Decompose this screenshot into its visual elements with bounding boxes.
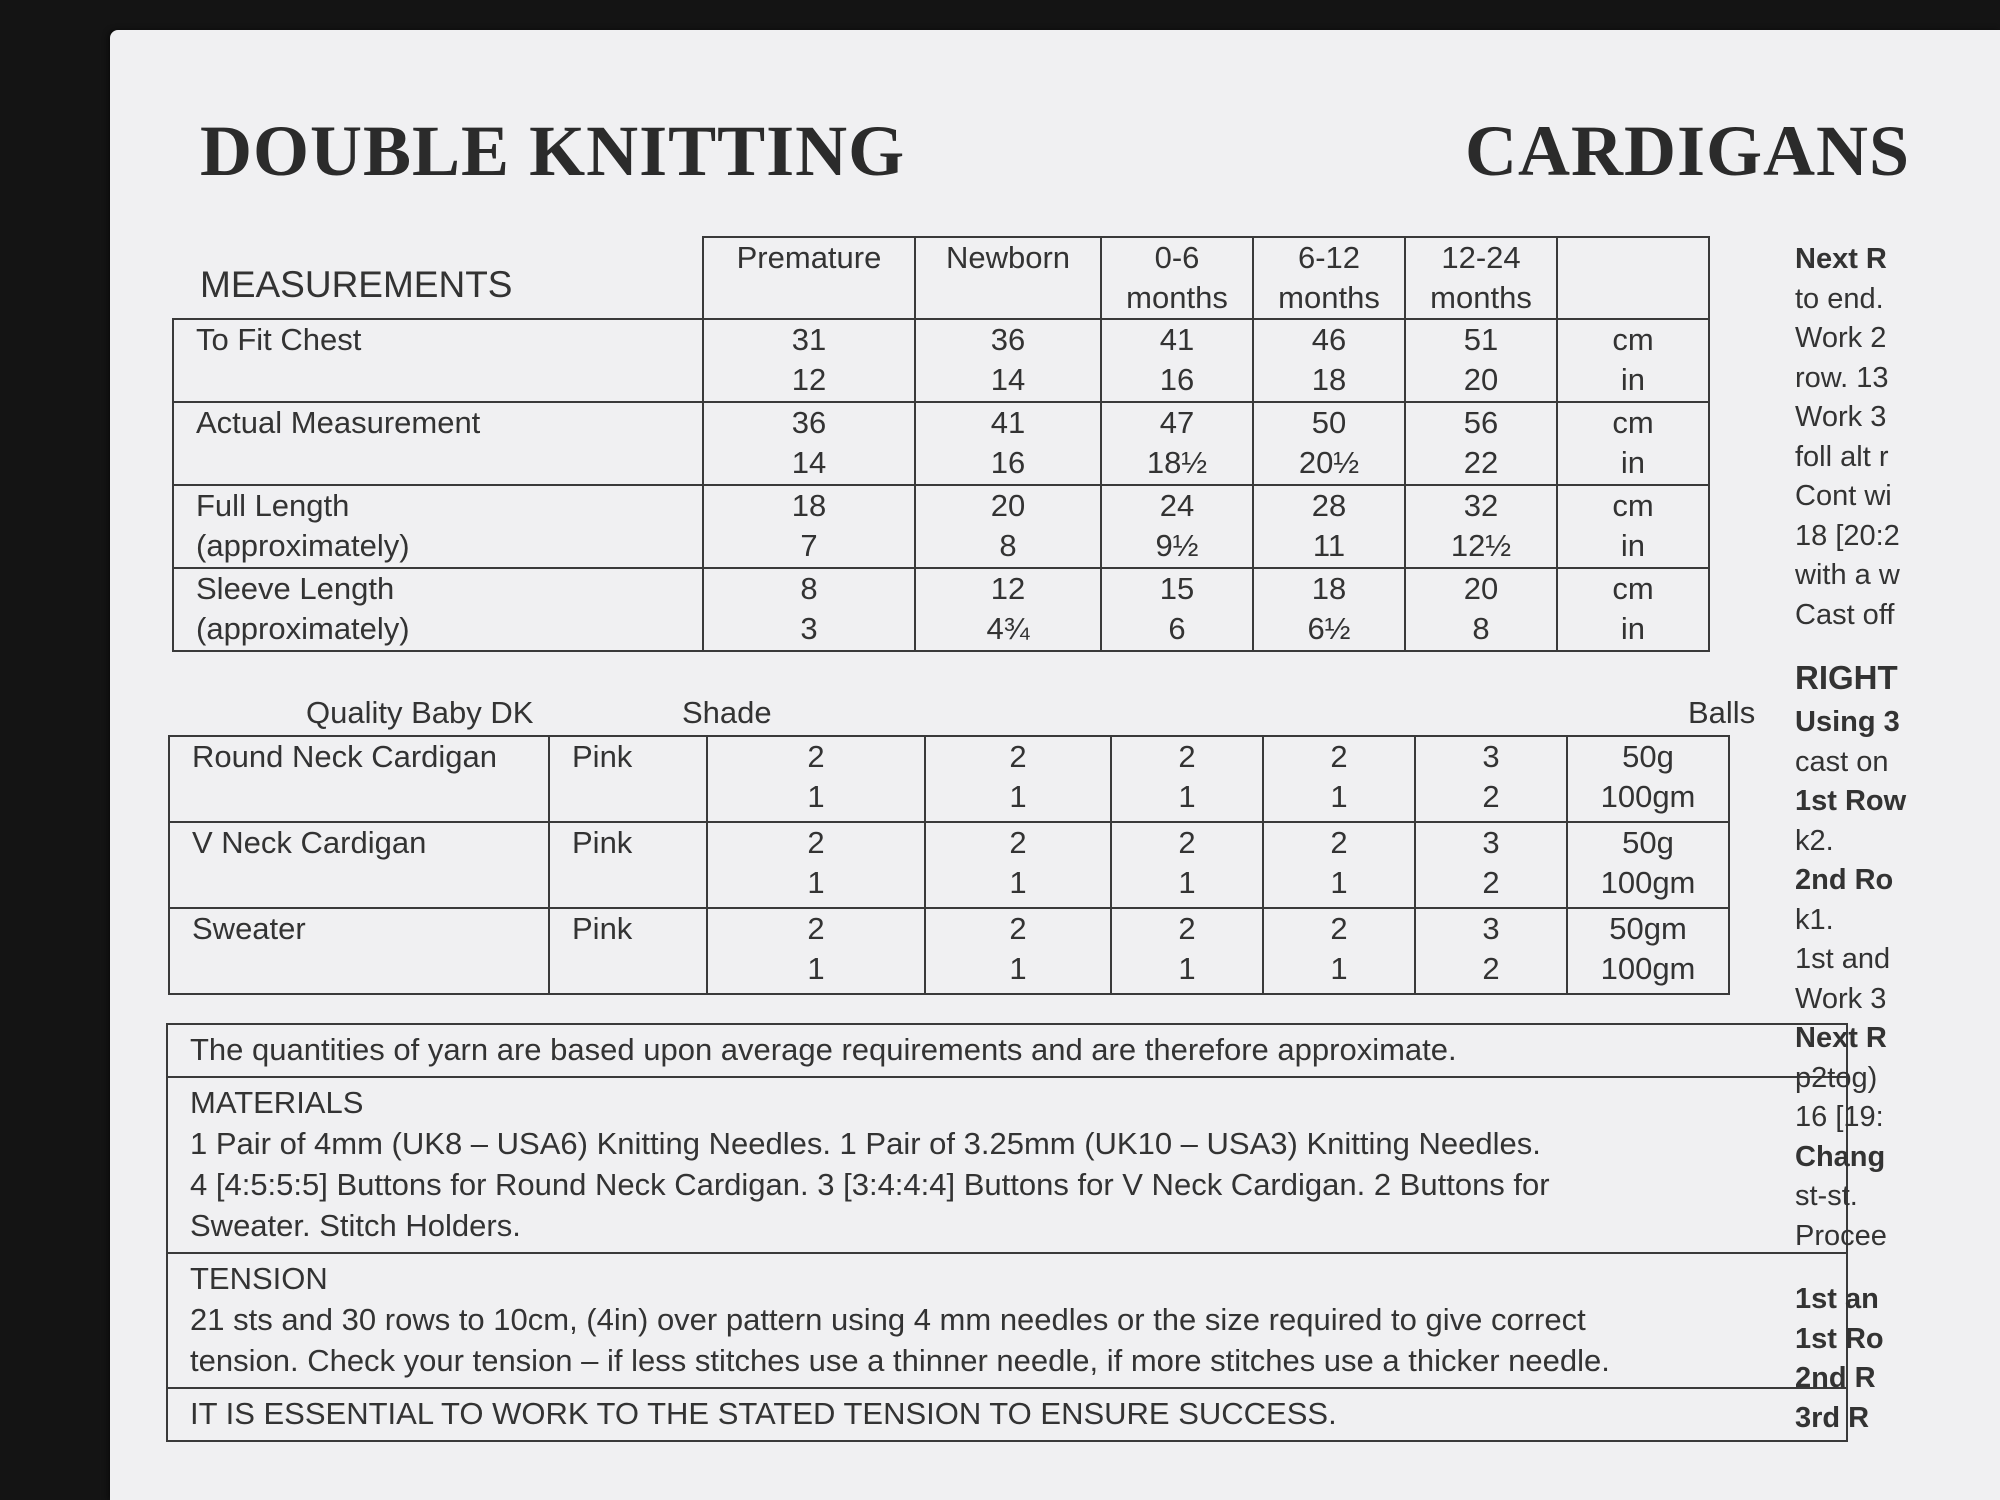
approximate-note: The quantities of yarn are based upon average requirements and are therefore approximate. <box>190 1032 1457 1067</box>
value-cell: 3 2 <box>1415 908 1567 994</box>
instruction-line: 1st and <box>1795 943 1891 975</box>
value-cell: 36 14 <box>703 402 915 485</box>
instruction-line: Next R <box>1795 243 1887 275</box>
value-cell: 2 1 <box>925 736 1111 822</box>
materials-section: MATERIALS 1 Pair of 4mm (UK8 – USA6) Knitting Needles. 1 Pair of 3.25mm (UK10 – USA3) Knitting Needles. 4 [4:5:5:5] Buttons for Round Neck Cardigan. 3 [3:4:4:4] Buttons for V Neck Cardigan. 2 Buttons for Sweater. Stitch Holders. <box>168 1076 1846 1252</box>
instruction-line: Work 3 <box>1795 401 1887 433</box>
value-cell: 32 12½ <box>1405 485 1557 568</box>
value-cell: 31 12 <box>703 319 915 402</box>
instruction-line: Work 2 <box>1795 322 1887 354</box>
value-cell: 2 1 <box>707 908 925 994</box>
right-column-text <box>1795 240 2000 1438</box>
shade-cell: Pink <box>549 822 707 908</box>
instruction-line: 1st Row <box>1795 785 1907 817</box>
instruction-line: Chang <box>1795 1140 1886 1173</box>
instruction-line: with a w <box>1795 559 1900 591</box>
instruction-line: st-st. <box>1795 1180 1858 1212</box>
value-cell: 18 6½ <box>1253 568 1405 651</box>
value-cell: 24 9½ <box>1101 485 1253 568</box>
shade-cell: Pink <box>549 736 707 822</box>
measurements-label: MEASUREMENTS <box>200 264 513 305</box>
value-cell: 2 1 <box>1111 822 1263 908</box>
value-cell: 20 8 <box>915 485 1101 568</box>
value-cell: 2 1 <box>1111 908 1263 994</box>
materials-title: MATERIALS <box>190 1085 364 1120</box>
instruction-line: p2tog) <box>1795 1061 1878 1094</box>
garment-cell: V Neck Cardigan <box>169 822 549 908</box>
table-row <box>169 736 1729 822</box>
value-cell: 12 4¾ <box>915 568 1101 651</box>
value-cell: 2 1 <box>1263 736 1415 822</box>
instructions-block <box>1795 703 2000 1256</box>
value-cell: 56 22 <box>1405 402 1557 485</box>
instructions-block <box>1795 240 2000 635</box>
table-row <box>169 822 1729 908</box>
value-cell: 18 7 <box>703 485 915 568</box>
instruction-line: 1st an <box>1795 1283 1879 1315</box>
instruction-line: Cont wi <box>1795 480 1892 512</box>
value-cell: 41 16 <box>1101 319 1253 402</box>
instruction-line: 18 [20:2 <box>1795 519 1900 552</box>
instruction-line: k1. <box>1795 903 1834 936</box>
value-cell: 2 1 <box>707 736 925 822</box>
balls-label: Balls <box>1688 695 1756 730</box>
right-front-heading: RIGHT <box>1795 659 1898 696</box>
title-double-knitting: DOUBLE KNITTING <box>200 111 906 191</box>
value-cell: 2 1 <box>925 908 1111 994</box>
shade-cell: Pink <box>549 908 707 994</box>
size-header: 6-12 months <box>1253 237 1405 319</box>
table-row <box>173 319 1709 402</box>
instruction-line: Procee <box>1795 1219 1887 1252</box>
value-cell: 3 2 <box>1415 736 1567 822</box>
unit-cell: 50gm 100gm <box>1567 908 1729 994</box>
instruction-line: Next R <box>1795 1022 1887 1054</box>
shade-label: Shade <box>682 695 772 730</box>
value-cell: 47 18½ <box>1101 402 1253 485</box>
value-cell: 15 6 <box>1101 568 1253 651</box>
row-label: Actual Measurement <box>173 402 703 485</box>
instruction-line: 3rd R <box>1795 1401 1870 1434</box>
row-label: Full Length (approximately) <box>173 485 703 568</box>
value-cell: 2 1 <box>1111 736 1263 822</box>
value-cell: 2 1 <box>1263 822 1415 908</box>
essential-note: IT IS ESSENTIAL TO WORK TO THE STATED TENSION TO ENSURE SUCCESS. <box>168 1387 1846 1440</box>
instruction-line: 2nd Ro <box>1795 864 1894 896</box>
value-cell: 8 3 <box>703 568 915 651</box>
garment-cell: Round Neck Cardigan <box>169 736 549 822</box>
yarn-table <box>168 735 1730 995</box>
title-cardigans: CARDIGANS <box>1465 111 1911 191</box>
garment-cell: Sweater <box>169 908 549 994</box>
row-label: To Fit Chest <box>173 319 703 402</box>
instruction-line: foll alt r <box>1795 440 1889 473</box>
unit-cell: cm in <box>1557 402 1709 485</box>
size-header: Premature <box>703 237 915 319</box>
value-cell: 20 8 <box>1405 568 1557 651</box>
value-cell: 2 1 <box>707 822 925 908</box>
table-row <box>173 485 1709 568</box>
unit-cell: cm in <box>1557 319 1709 402</box>
instruction-line: Cast off <box>1795 598 1895 631</box>
value-cell: 28 11 <box>1253 485 1405 568</box>
value-cell: 51 20 <box>1405 319 1557 402</box>
unit-cell: 50g 100gm <box>1567 822 1729 908</box>
instruction-line: k2. <box>1795 824 1834 857</box>
instruction-line: 1st Ro <box>1795 1322 1884 1355</box>
unit-cell: cm in <box>1557 485 1709 568</box>
instruction-line: Work 3 <box>1795 982 1887 1015</box>
unit-cell: 50g 100gm <box>1567 736 1729 822</box>
instructions-block <box>1795 1280 2000 1438</box>
value-cell: 3 2 <box>1415 822 1567 908</box>
table-row <box>173 568 1709 651</box>
instruction-line: Using 3 <box>1795 706 1900 738</box>
notes-box <box>166 1023 1848 1442</box>
instruction-line: to end. <box>1795 282 1884 315</box>
tension-section: TENSION 21 sts and 30 rows to 10cm, (4in) over pattern using 4 mm needles or the size required to give correct tension. Check your tension – if less stitches use a thinner needle, if more stitches use a thicker needle. <box>168 1252 1846 1387</box>
size-header: 12-24 months <box>1405 237 1557 319</box>
instruction-line: cast on <box>1795 745 1889 778</box>
value-cell: 50 20½ <box>1253 402 1405 485</box>
value-cell: 36 14 <box>915 319 1101 402</box>
table-row <box>173 402 1709 485</box>
tension-title: TENSION <box>190 1261 328 1296</box>
instruction-line: row. 13 <box>1795 361 1889 394</box>
instruction-line: 16 [19: <box>1795 1101 1884 1133</box>
measurements-table <box>172 236 1710 652</box>
quality-label: Quality Baby DK <box>306 695 534 730</box>
size-header: Newborn <box>915 237 1101 319</box>
table-row <box>169 908 1729 994</box>
value-cell: 46 18 <box>1253 319 1405 402</box>
value-cell: 2 1 <box>925 822 1111 908</box>
size-header: 0-6 months <box>1101 237 1253 319</box>
value-cell: 41 16 <box>915 402 1101 485</box>
instruction-line: 2nd R <box>1795 1362 1876 1394</box>
unit-cell: cm in <box>1557 568 1709 651</box>
value-cell: 2 1 <box>1263 908 1415 994</box>
row-label: Sleeve Length (approximately) <box>173 568 703 651</box>
